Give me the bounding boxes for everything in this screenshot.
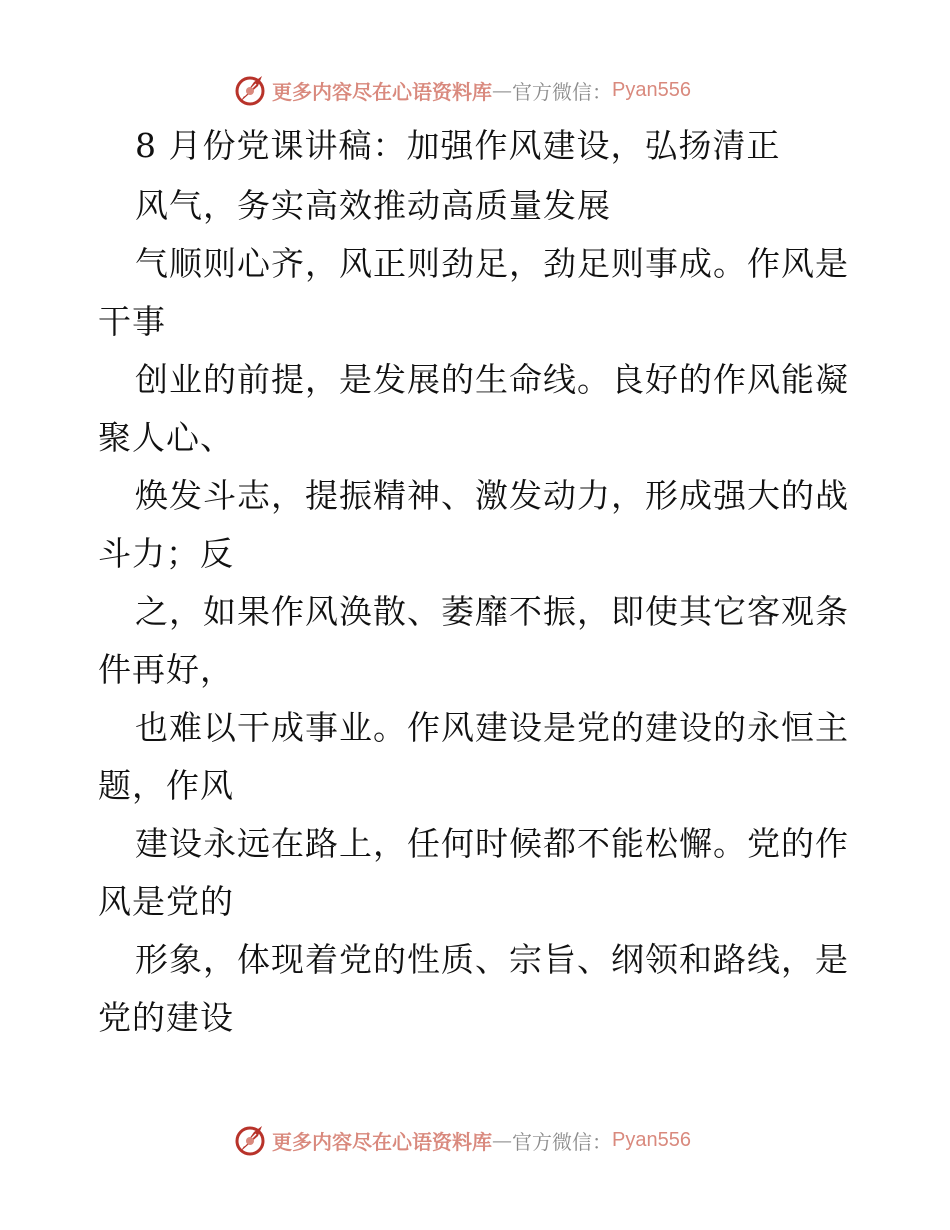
text-line: 风是党的 [98,882,234,921]
text-line: 干事 [98,302,166,341]
watermark-site-text: 更多内容尽在心语资料库 [272,1129,492,1154]
text-line: 题，作风 [98,766,234,805]
text-line: 建设永远在路上，任何时候都不能松懈。党的作 [135,824,849,863]
watermark-wechat-label: 官方微信： [512,1129,612,1154]
header-watermark [232,72,691,108]
watermark-separator: — [492,1128,512,1152]
watermark-wechat-label: 官方微信： [512,79,612,104]
text-line: 气顺则心齐，风正则劲足，劲足则事成。作风是 [135,244,849,283]
document-title-line-1: 8 月份党课讲稿：加强作风建设，弘扬清正 [135,126,781,165]
watermark-separator: — [492,78,512,102]
footer-watermark [232,1122,691,1158]
text-line: 创业的前提，是发展的生命线。良好的作风能凝 [135,360,849,399]
text-line: 斗力；反 [98,534,234,573]
watermark-site-text: 更多内容尽在心语资料库 [272,79,492,104]
text-line: 之，如果作风涣散、萎靡不振，即使其它客观条 [135,592,849,631]
quill-pen-logo-icon [232,72,268,108]
text-line: 党的建设 [98,998,234,1037]
text-line: 焕发斗志，提振精神、激发动力，形成强大的战 [135,476,849,515]
quill-pen-logo-icon [232,1122,268,1158]
text-line: 形象，体现着党的性质、宗旨、纲领和路线，是 [135,940,849,979]
text-line: 聚人心、 [98,418,234,457]
document-title-line-2: 风气，务实高效推动高质量发展 [135,186,611,225]
text-line: 也难以干成事业。作风建设是党的建设的永恒主 [135,708,849,747]
watermark-wechat-id: Pyan556 [612,78,691,101]
watermark-wechat-id: Pyan556 [612,1128,691,1151]
text-line: 件再好， [98,650,234,689]
